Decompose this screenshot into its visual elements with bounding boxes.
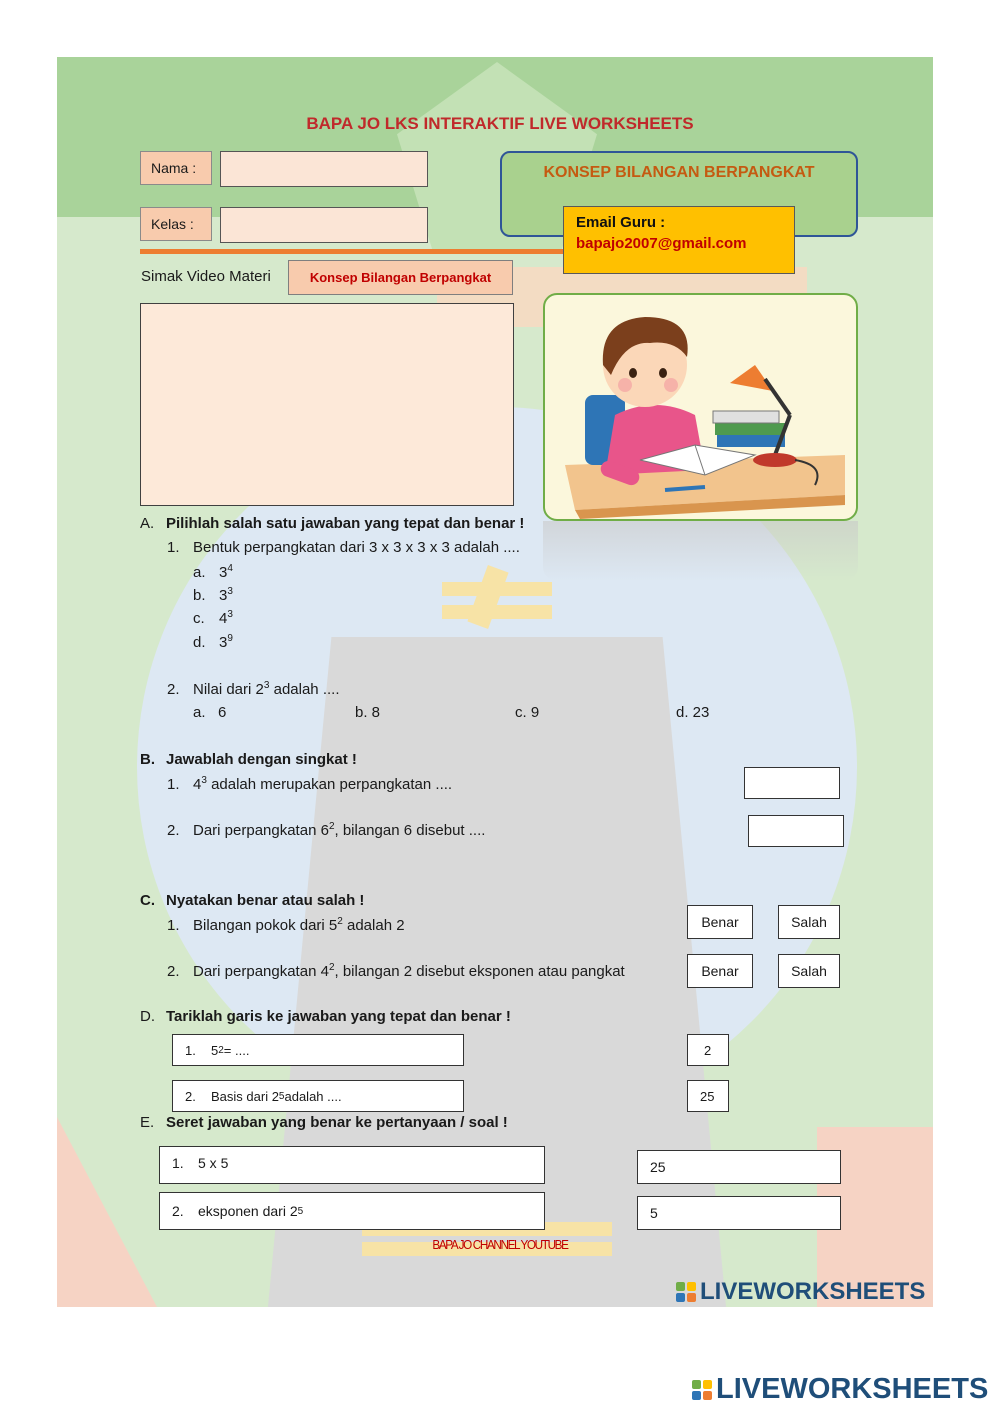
option-base: 4: [219, 610, 228, 627]
liveworksheets-logo-inner: [676, 1278, 925, 1306]
section-c-heading: [140, 892, 364, 909]
question-exponent: 2: [328, 821, 335, 832]
option-exponent: 9: [227, 633, 233, 644]
name-label: Nama :: [140, 151, 212, 185]
match-item-d2[interactable]: [172, 1080, 464, 1112]
question-number: 2.: [167, 822, 180, 839]
option-letter: c.: [193, 610, 205, 627]
question-number: 1.: [167, 539, 180, 556]
question-exponent: 5: [278, 1090, 285, 1102]
false-button-c1[interactable]: Salah: [778, 905, 840, 939]
question-a1: [167, 539, 520, 556]
question-number: 1.: [172, 1155, 184, 1171]
email-address: bapajo2007@gmail.com: [576, 235, 747, 252]
option-letter: b.: [193, 587, 206, 604]
option-a1-c[interactable]: [193, 609, 233, 627]
email-label: Email Guru :: [576, 214, 666, 231]
child-studying-illustration: [545, 295, 856, 519]
question-text-suffix: adalah ....: [284, 1088, 342, 1104]
option-a1-d[interactable]: [193, 633, 233, 651]
question-number: 2.: [167, 963, 180, 980]
section-title: Nyatakan benar atau salah !: [166, 892, 365, 909]
question-text-suffix: , bilangan 2 disebut eksponen atau pangkat: [334, 963, 625, 980]
option-base: 3: [219, 587, 228, 604]
true-button-c2[interactable]: Benar: [687, 954, 753, 988]
background-triangle: [57, 1117, 157, 1307]
option-exponent: 3: [227, 586, 233, 597]
question-number: 2.: [185, 1088, 196, 1104]
question-b2: [167, 821, 485, 839]
question-text: Dari perpangkatan 4: [193, 963, 329, 980]
logo-grid-icon: [692, 1380, 712, 1400]
illustration-card: [543, 293, 858, 521]
question-a2: [167, 680, 340, 698]
option-a2-c[interactable]: c. 9: [515, 704, 540, 721]
match-answer-d2[interactable]: 25: [687, 1080, 729, 1112]
false-button-c2[interactable]: Salah: [778, 954, 840, 988]
section-letter: B.: [140, 751, 155, 768]
question-text: Bentuk perpangkatan dari 3 x 3 x 3 x 3 adalah ....: [193, 539, 520, 556]
draggable-answer-e1[interactable]: 25: [637, 1150, 841, 1184]
teacher-email-box: [563, 206, 795, 274]
question-text: Nilai dari 2: [193, 681, 264, 698]
drop-target-e2[interactable]: [159, 1192, 545, 1230]
question-c1: [167, 916, 405, 934]
question-number: 1.: [185, 1042, 196, 1058]
section-letter: C.: [140, 892, 155, 909]
option-exponent: 3: [227, 609, 233, 620]
option-base: 3: [219, 564, 228, 581]
neq-bar: [442, 605, 552, 619]
footer-credit: BAPA JO CHANNEL YOUTUBE: [432, 1237, 568, 1252]
question-text: Bilangan pokok dari 5: [193, 917, 338, 934]
class-input[interactable]: [220, 207, 428, 243]
question-number: 1.: [167, 917, 180, 934]
answer-input-b2[interactable]: [748, 815, 844, 847]
draggable-answer-e2[interactable]: 5: [637, 1196, 841, 1230]
section-a-heading: [140, 515, 524, 532]
question-base: 4: [193, 776, 202, 793]
section-d-heading: [140, 1008, 511, 1025]
match-answer-d1[interactable]: 2: [687, 1034, 729, 1066]
divider: [140, 249, 564, 254]
section-e-heading: [140, 1114, 508, 1131]
true-button-c1[interactable]: Benar: [687, 905, 753, 939]
class-label: Kelas :: [140, 207, 212, 241]
option-a2-b[interactable]: b. 8: [355, 704, 381, 721]
question-number: 1.: [167, 776, 180, 793]
logo-grid-icon: [676, 1282, 696, 1302]
option-a2-a[interactable]: a. 6: [193, 704, 227, 721]
option-a1-a[interactable]: [193, 563, 233, 581]
section-title: Jawablah dengan singkat !: [166, 751, 357, 768]
question-text: eksponen dari 2: [198, 1203, 298, 1219]
option-base: 3: [219, 634, 228, 651]
question-exponent: 2: [218, 1044, 224, 1056]
topic-title: KONSEP BILANGAN BERPANGKAT: [543, 164, 815, 181]
video-player[interactable]: [140, 303, 514, 506]
question-exponent: 3: [201, 775, 207, 786]
question-exponent: 5: [297, 1205, 304, 1217]
option-a2-d[interactable]: d. 23: [676, 704, 710, 721]
question-number: 2.: [172, 1203, 184, 1219]
question-text: Dari perpangkatan 6: [193, 822, 329, 839]
question-text-suffix: adalah ....: [269, 681, 340, 698]
brand-name: LIVEWORKSHEETS: [700, 1278, 926, 1305]
answer-input-b1[interactable]: [744, 767, 840, 799]
brand-name: LIVEWORKSHEETS: [716, 1373, 989, 1405]
question-text-suffix: adalah 2: [342, 917, 405, 934]
section-letter: A.: [140, 515, 155, 532]
video-link-button[interactable]: Konsep Bilangan Berpangkat: [288, 260, 513, 295]
video-label: Simak Video Materi: [141, 268, 271, 285]
question-c2: [167, 962, 625, 980]
worksheet-title: BAPA JO LKS INTERAKTIF LIVE WORKSHEETS: [306, 114, 694, 133]
option-a1-b[interactable]: [193, 586, 233, 604]
question-text: adalah merupakan perpangkatan ....: [206, 776, 453, 793]
question-text: Basis dari 2: [211, 1088, 279, 1104]
section-letter: E.: [140, 1114, 155, 1131]
question-exponent: 2: [328, 962, 335, 973]
question-exponent: 2: [337, 916, 343, 927]
question-text: = ....: [223, 1042, 250, 1058]
section-b-heading: [140, 751, 357, 768]
liveworksheets-logo-outer: [692, 1373, 988, 1406]
illustration-shadow: [543, 521, 858, 581]
drop-target-e1[interactable]: [159, 1146, 545, 1184]
option-exponent: 4: [227, 563, 233, 574]
option-letter: a.: [193, 564, 206, 581]
question-number: 2.: [167, 681, 180, 698]
section-title: Pilihlah salah satu jawaban yang tepat dan benar !: [166, 515, 525, 532]
question-base: 5: [211, 1042, 219, 1058]
question-exponent: 3: [263, 680, 270, 691]
section-letter: D.: [140, 1008, 155, 1025]
question-text: 5 x 5: [198, 1155, 229, 1171]
section-title: Tariklah garis ke jawaban yang tepat dan benar !: [166, 1008, 511, 1025]
question-b1: [167, 775, 452, 793]
name-input[interactable]: [220, 151, 428, 187]
match-item-d1[interactable]: [172, 1034, 464, 1066]
question-text-suffix: , bilangan 6 disebut ....: [334, 822, 486, 839]
option-letter: d.: [193, 634, 206, 651]
section-title: Seret jawaban yang benar ke pertanyaan / soal !: [166, 1114, 508, 1131]
